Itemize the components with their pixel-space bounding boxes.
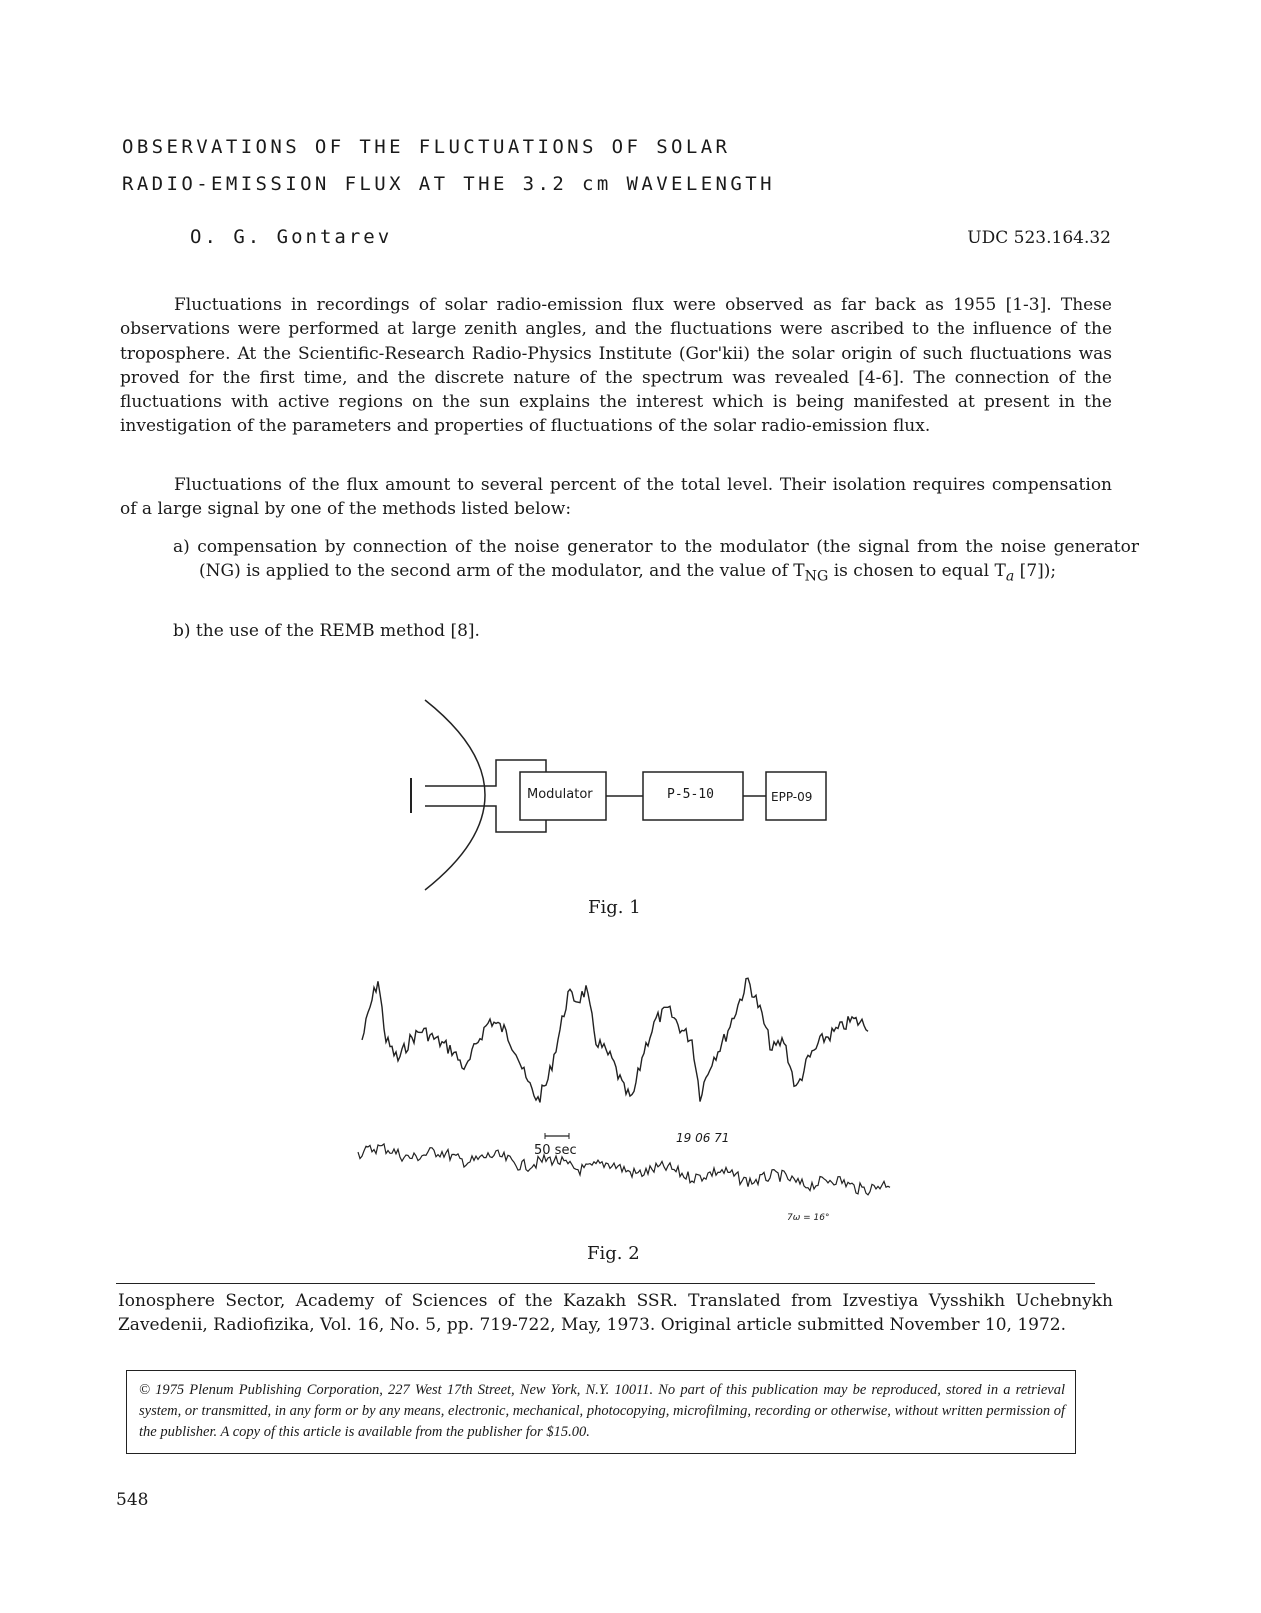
p5-10-label: P-5-10 bbox=[667, 787, 714, 802]
list-item-a-prefix: a) compensation by connection of the noise generator to the modulator (the signal from the noise generator (NG) is applied to the second arm of the modulator, and the value of T bbox=[173, 537, 1139, 582]
list-item-a-suffix: [7]); bbox=[1014, 561, 1057, 582]
page-number: 548 bbox=[116, 1490, 149, 1510]
list-item-a bbox=[173, 535, 1139, 589]
fluctuation-trace-upper bbox=[362, 978, 868, 1102]
author-name: O. G. Gontarev bbox=[190, 226, 393, 248]
subscript-ng: NG bbox=[804, 568, 829, 585]
paper-title-line-2: RADIO-EMISSION FLUX AT THE 3.2 cm WAVELENGTH bbox=[122, 173, 775, 195]
paragraph-1: Fluctuations in recordings of solar radio-emission flux were observed as far back as 1955 [1-3]. These observations were performed at large zenith angles, and the fluctuations were ascribed to the influence of the troposphere. At the Scientific-Research Radio-Physics Institute (Gor'kii) the solar origin of such fluctuations was proved for the first time, and the discrete nature of the spectrum was revealed [4-6]. The connection of the fluctuations with active regions on the sun explains the interest which is being manifested at present in the investigation of the parameters and properties of fluctuations of the solar radio-emission flux. bbox=[120, 295, 1112, 437]
paper-title-line-1: OBSERVATIONS OF THE FLUCTUATIONS OF SOLAR bbox=[122, 136, 731, 158]
fig2-caption: Fig. 2 bbox=[587, 1243, 640, 1264]
epp09-label: EPP-09 bbox=[771, 790, 813, 804]
angle-label: 7ω = 16° bbox=[787, 1213, 830, 1223]
footnote-rule bbox=[116, 1283, 1095, 1284]
date-label: 19 06 71 bbox=[676, 1131, 730, 1145]
fluctuation-trace-lower bbox=[358, 1144, 890, 1195]
udc-code: UDC 523.164.32 bbox=[967, 228, 1111, 248]
subscript-a: a bbox=[1005, 568, 1015, 585]
list-item-b: b) the use of the REMB method [8]. bbox=[173, 621, 480, 641]
fig1-caption: Fig. 1 bbox=[588, 897, 641, 918]
list-item-a-mid: is chosen to equal T bbox=[828, 561, 1006, 582]
paragraph-2: Fluctuations of the flux amount to several percent of the total level. Their isolation requires compensation of a large signal by one of the methods listed below: bbox=[120, 475, 1112, 520]
footnote-text: Ionosphere Sector, Academy of Sciences of the Kazakh SSR. Translated from Izvestiya Vysshikh Uchebnykh Zavedenii, Radiofizika, Vol. 16, No. 5, pp. 719-722, May, 1973. Original article submitted November 10, 1972. bbox=[118, 1291, 1113, 1335]
copyright-notice: © 1975 Plenum Publishing Corporation, 227 West 17th Street, New York, N.Y. 10011. No part of this publication may be reproduced, stored in a retrieval system, or transmitted, in any form or by any means, electronic, mechanical, photocopying, microfilming, recording or otherwise, without written permission of the publisher. A copy of this article is available from the publisher for $15.00. bbox=[126, 1370, 1076, 1454]
antenna-dish bbox=[425, 700, 485, 890]
modulator-label: Modulator bbox=[527, 787, 593, 802]
scale-label: 50 sec bbox=[534, 1143, 577, 1158]
